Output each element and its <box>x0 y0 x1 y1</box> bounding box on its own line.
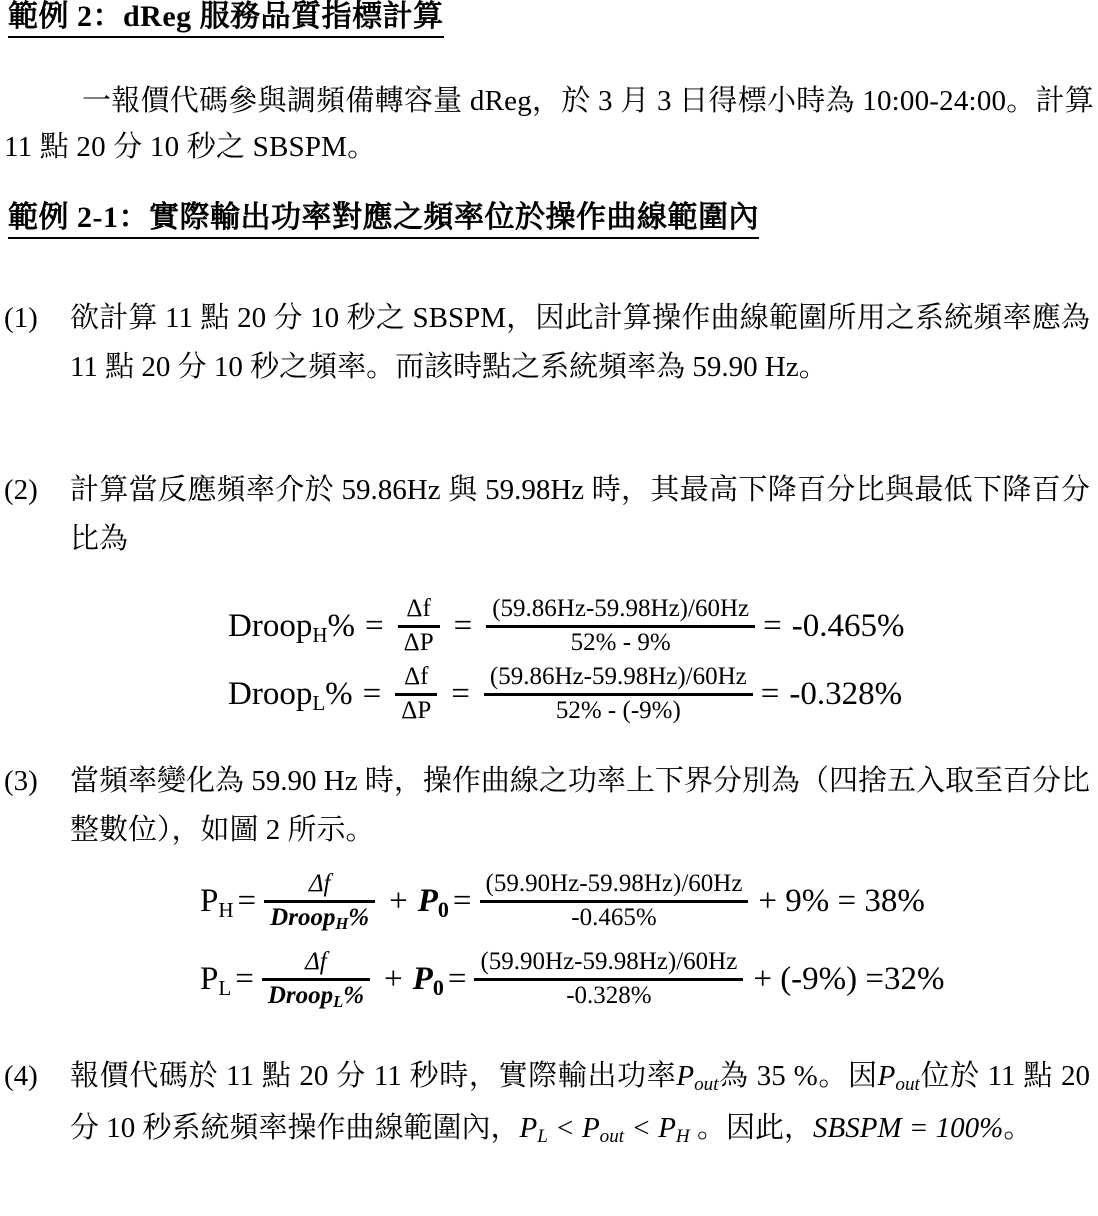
item4-sentence-3-mid: 。因此， <box>689 1112 813 1144</box>
p-out-variable: Pout <box>581 1112 625 1148</box>
fraction-droop-l-expansion <box>480 664 757 724</box>
fraction-bar <box>262 978 370 981</box>
power-bound-equation-block <box>0 862 1098 1018</box>
equals-sign: = <box>362 675 382 712</box>
list-item-marker: (3) <box>4 765 38 797</box>
equation-p-l <box>0 940 1098 1018</box>
droop-l-label: Droop L % <box>228 675 353 715</box>
section-heading-1: 範例 2：dReg 服務品質指標計算 <box>8 2 444 38</box>
intro-paragraph: 一報價代碼參與調頻備轉容量 dReg，於 3 月 3 日得標小時為 10:00-24:00。計算 11 點 20 分 10 秒之 SBSPM。 <box>4 85 1094 163</box>
p-out-variable: Pout <box>676 1060 719 1096</box>
fraction-numerator: Δf <box>406 595 431 623</box>
p-l-label: P L <box>200 960 232 1000</box>
fraction-bar <box>484 693 753 696</box>
p-l-variable: PL <box>519 1112 548 1148</box>
list-item <box>4 294 1090 392</box>
list-item <box>4 466 1090 564</box>
fraction-denominator: 52% - 9% <box>570 628 671 656</box>
equals-sign: = <box>763 607 782 644</box>
equation-droop-h <box>0 592 1098 660</box>
fraction-numerator: Δf <box>308 870 331 898</box>
fraction-denominator: ΔP <box>403 628 434 656</box>
fraction-denominator: DroopH% <box>270 903 370 934</box>
fraction-droop-h-expansion <box>482 596 759 656</box>
less-than-sign: < <box>547 1112 582 1144</box>
p-h-result: + 9% = 38% <box>758 882 925 919</box>
fraction-delta-f-over-delta-p <box>394 596 444 656</box>
item4-sentence-2-head: 因 <box>848 1060 878 1092</box>
p-l-result: + (-9%) =32% <box>753 960 945 997</box>
list-item-text <box>70 1052 1090 1156</box>
fraction-numerator: (59.86Hz-59.98Hz)/60Hz <box>492 595 750 623</box>
fraction-p-l-expansion <box>470 949 747 1009</box>
item4-sentence-2-mid: 位於 11 點 20 分 10 秒系統頻率操作曲線範圍內， <box>70 1060 1090 1144</box>
fraction-denominator: DroopL% <box>267 981 365 1012</box>
list-item-marker: (1) <box>4 302 38 334</box>
list-item-marker: (4) <box>4 1060 38 1092</box>
fraction-numerator: Δf <box>404 663 429 691</box>
fraction-numerator: (59.86Hz-59.98Hz)/60Hz <box>489 663 747 691</box>
item4-sentence-3-tail: 。 <box>1003 1112 1033 1144</box>
droop-equation-block <box>0 592 1098 728</box>
fraction-delta-f-over-droop-h <box>260 870 379 934</box>
fraction-bar <box>395 693 437 696</box>
equals-sign: = <box>237 882 257 919</box>
fraction-bar <box>486 625 755 628</box>
section-heading-1-row <box>4 2 444 38</box>
plus-sign: + <box>389 882 408 919</box>
equals-sign: = <box>365 607 384 644</box>
equals-sign: = <box>760 675 780 712</box>
droop-h-result: -0.465% <box>791 607 905 644</box>
list-item-text: 計算當反應頻率介於 59.86Hz 與 59.98Hz 時，其最高下降百分比與最低下降百分比為 <box>70 474 1090 555</box>
equals-sign: = <box>235 960 254 997</box>
equals-sign: = <box>451 675 470 712</box>
fraction-numerator: Δf <box>305 948 327 976</box>
fraction-bar <box>264 900 375 903</box>
equals-sign: = <box>447 960 467 997</box>
fraction-numerator: (59.90Hz-59.98Hz)/60Hz <box>485 870 743 898</box>
fraction-bar <box>480 900 749 903</box>
droop-h-label: Droop H % <box>228 607 355 647</box>
list-item-marker: (2) <box>4 474 38 506</box>
list-item-text: 當頻率變化為 59.90 Hz 時，操作曲線之功率上下界分別為（四捨五入取至百分比整數位），如圖 2 所示。 <box>70 765 1090 846</box>
list-item <box>4 1052 1090 1156</box>
fraction-delta-f-over-delta-p <box>391 664 441 724</box>
fraction-p-h-expansion <box>476 871 753 931</box>
equals-sign: = <box>452 882 472 919</box>
section-heading-2: 範例 2-1：實際輸出功率對應之頻率位於操作曲線範圍內 <box>8 203 759 239</box>
item4-sentence-1: 報價代碼於 11 點 20 分 11 秒時，實際輸出功率 <box>70 1060 677 1092</box>
droop-l-result: -0.328% <box>789 675 903 712</box>
list-item-text: 欲計算 11 點 20 分 10 秒之 SBSPM，因此計算操作曲線範圍所用之系統頻率應為 11 點 20 分 10 秒之頻率。而該時點之系統頻率為 59.90 Hz。 <box>70 302 1090 383</box>
fraction-bar <box>474 978 743 981</box>
list-item <box>4 757 1090 855</box>
p-h-variable: PH <box>658 1112 690 1148</box>
fraction-bar <box>398 625 440 628</box>
fraction-delta-f-over-droop-l <box>258 948 374 1012</box>
equals-sign: = <box>453 607 473 644</box>
item4-sentence-1-tail: 為 35 %。 <box>718 1060 849 1092</box>
fraction-denominator: -0.465% <box>571 903 657 931</box>
sbspm-result: SBSPM = 100% <box>813 1112 1004 1144</box>
fraction-numerator: (59.90Hz-59.98Hz)/60Hz <box>480 948 738 976</box>
p-zero-label: P 0 <box>412 960 444 1000</box>
equation-droop-l <box>0 660 1098 728</box>
fraction-denominator: -0.328% <box>566 981 652 1009</box>
less-than-sign: < <box>624 1112 659 1144</box>
plus-sign: + <box>384 960 403 997</box>
section-heading-2-row <box>4 203 759 239</box>
fraction-denominator: 52% - (-9%) <box>555 696 681 724</box>
equation-p-h <box>0 862 1098 940</box>
p-zero-label: P 0 <box>417 882 449 922</box>
fraction-denominator: ΔP <box>401 696 432 724</box>
p-out-variable: Pout <box>877 1060 920 1096</box>
p-h-label: P H <box>200 882 234 922</box>
